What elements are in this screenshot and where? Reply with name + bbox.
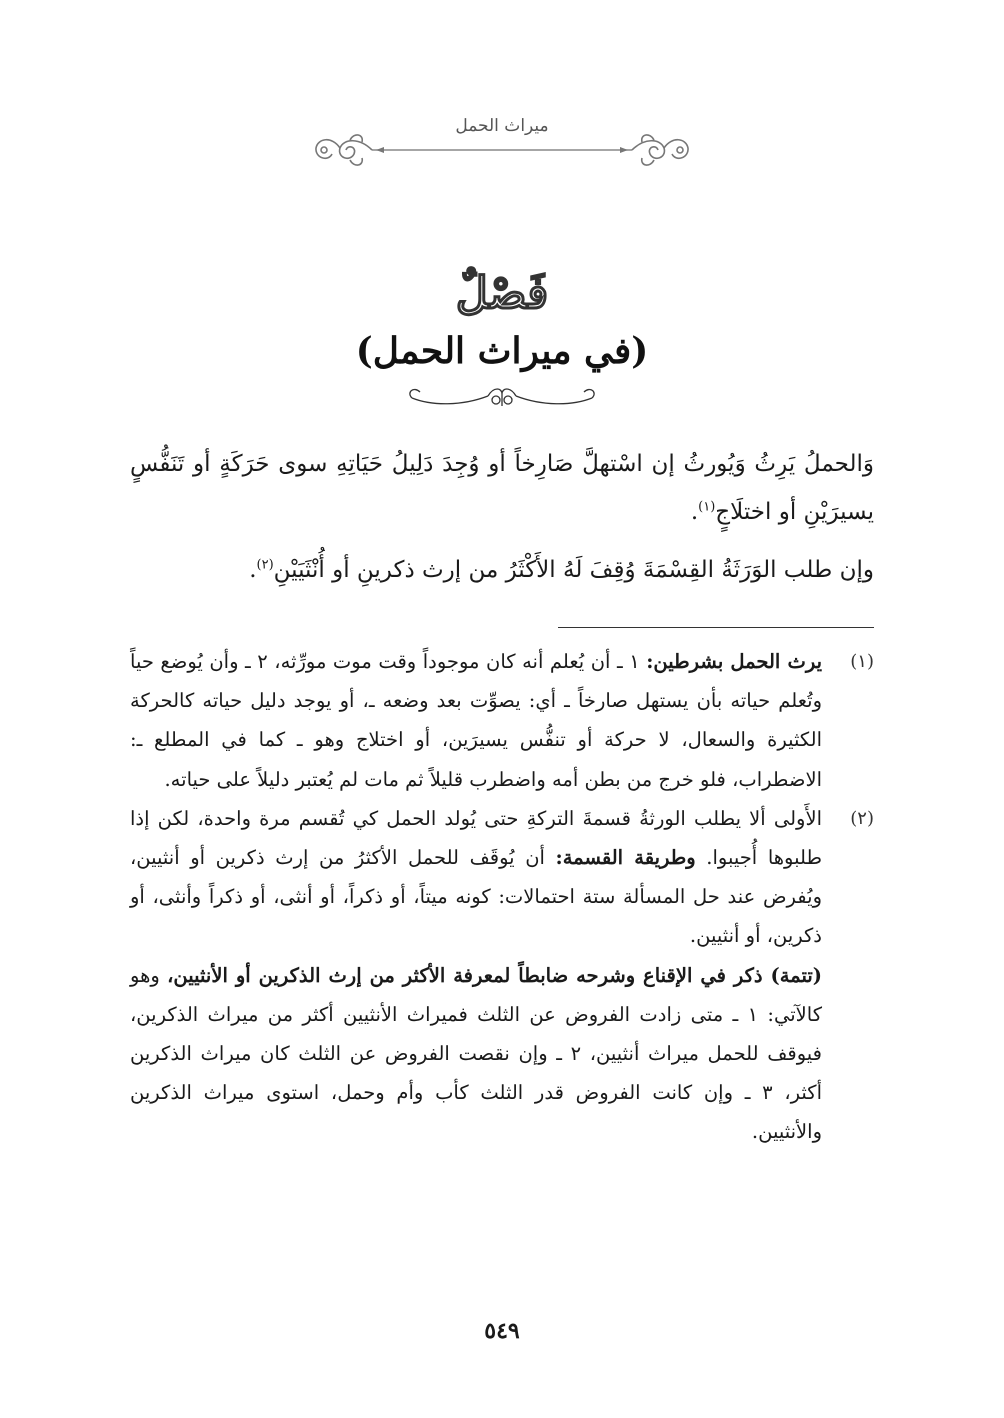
footnote-2-supplement (130, 956, 822, 1152)
running-header-title: ميراث الحمل (455, 116, 549, 136)
footnote-2-text-a: الأَولى ألا يطلب الورثةُ قسمةَ التركةِ حتى يُولد الحمل كي تُقسم مرة واحدة، لكن إذا طلبوها أُجيبوا. (130, 806, 822, 870)
section-title: (في ميراث الحمل) (355, 330, 649, 372)
paragraph-2-text: وإن طلب الوَرَثَةُ القِسْمَةَ وُقِفَ لَهُ الأَكْثَرُ من إرث ذكرينِ أو أُنْثَيَيْنِ (273, 557, 874, 583)
footnote-1-body (130, 642, 822, 799)
footnote-2-body (130, 799, 822, 956)
main-text (130, 440, 874, 594)
header-ornament-divider (310, 128, 694, 172)
paragraph-1-text: وَالحملُ يَرِثُ وَيُورثُ إن اسْتهلَّ صَارِخاً أو وُجِدَ دَلِيلُ حَيَاتِهِ سوى حَرَكَةٍ أو تَنَفُّسٍ يسيرَيْنِ أو اختلَاجٍ (130, 451, 874, 525)
footnote-ref-1[interactable]: (١) (698, 499, 716, 515)
page-number: ٥٤٩ (484, 1318, 520, 1344)
title-ornament-divider (402, 378, 602, 412)
footnote-2-bold-method: وطريقة القسمة: (555, 846, 696, 870)
footnote-2-bold-supplement: (تتمة) ذكر في الإقناع وشرحه ضابطاً لمعرفة الأكثر من إرث الذكرين أو الأنثيين، (167, 963, 822, 987)
footnote-2-text-c: أن يُوقَف للحمل الأكثرُ من إرث ذكرين أو أنثيين، ويُفرض عند حل المسألة ستة احتمالات: كونه ميتاً، أو ذكراً، أو أنثى، أو ذكراً وأنثى، أو ذكرين، أو أنثيين. (130, 846, 822, 948)
footnote-2 (130, 799, 874, 1152)
footnote-1 (130, 642, 874, 799)
footnote-1-bold-lead: يرث الحمل بشرطين: (646, 650, 823, 673)
footnote-2-text-e: وهو كالآتي: ١ ـ متى زادت الفروض عن الثلث فميراث الأنثيين أكثر من ميراث الذكرين، فيوقف للحمل ميراث أنثيين، ٢ ـ وإن نقصت الفروض عن الثلث كان ميراث الذكرين أكثر، ٣ ـ وإن كانت الفروض قدر الثلث كأب وأم وحمل، استوى ميراث الذكرين والأنثيين. (130, 963, 823, 1144)
footnote-1-text: ١ ـ أن يُعلم أنه كان موجوداً وقت موت مورِّثه، ٢ ـ وأن يُوضع حياً وتُعلم حياته بأن يستهل صارخاً ـ أي: يصوِّت بعد وضعه ـ، أو يوجد دليل حياته كالحركة الكثيرة والسعال، لا حركة أو تنفُّس يسيرَين، أو اختلاج وهو ـ كما في المطلع ـ: الاضطراب، فلو خرج من بطن أمه واضطرب قليلاً ثم مات لم يُعتبر دليلاً على حياته. (130, 650, 822, 791)
section-label: فَصْلٌ (455, 268, 549, 319)
main-paragraph-1 (130, 440, 874, 536)
footnotes-section (130, 642, 874, 1152)
paragraph-1-end: . (690, 499, 699, 525)
footnote-ref-2[interactable]: (٢) (256, 557, 274, 573)
paragraph-2-end: . (249, 557, 257, 583)
footnote-separator (558, 627, 874, 628)
main-paragraph-2 (130, 546, 874, 594)
footnote-1-number: (١) (850, 651, 874, 672)
footnote-2-number: (٢) (850, 807, 874, 829)
